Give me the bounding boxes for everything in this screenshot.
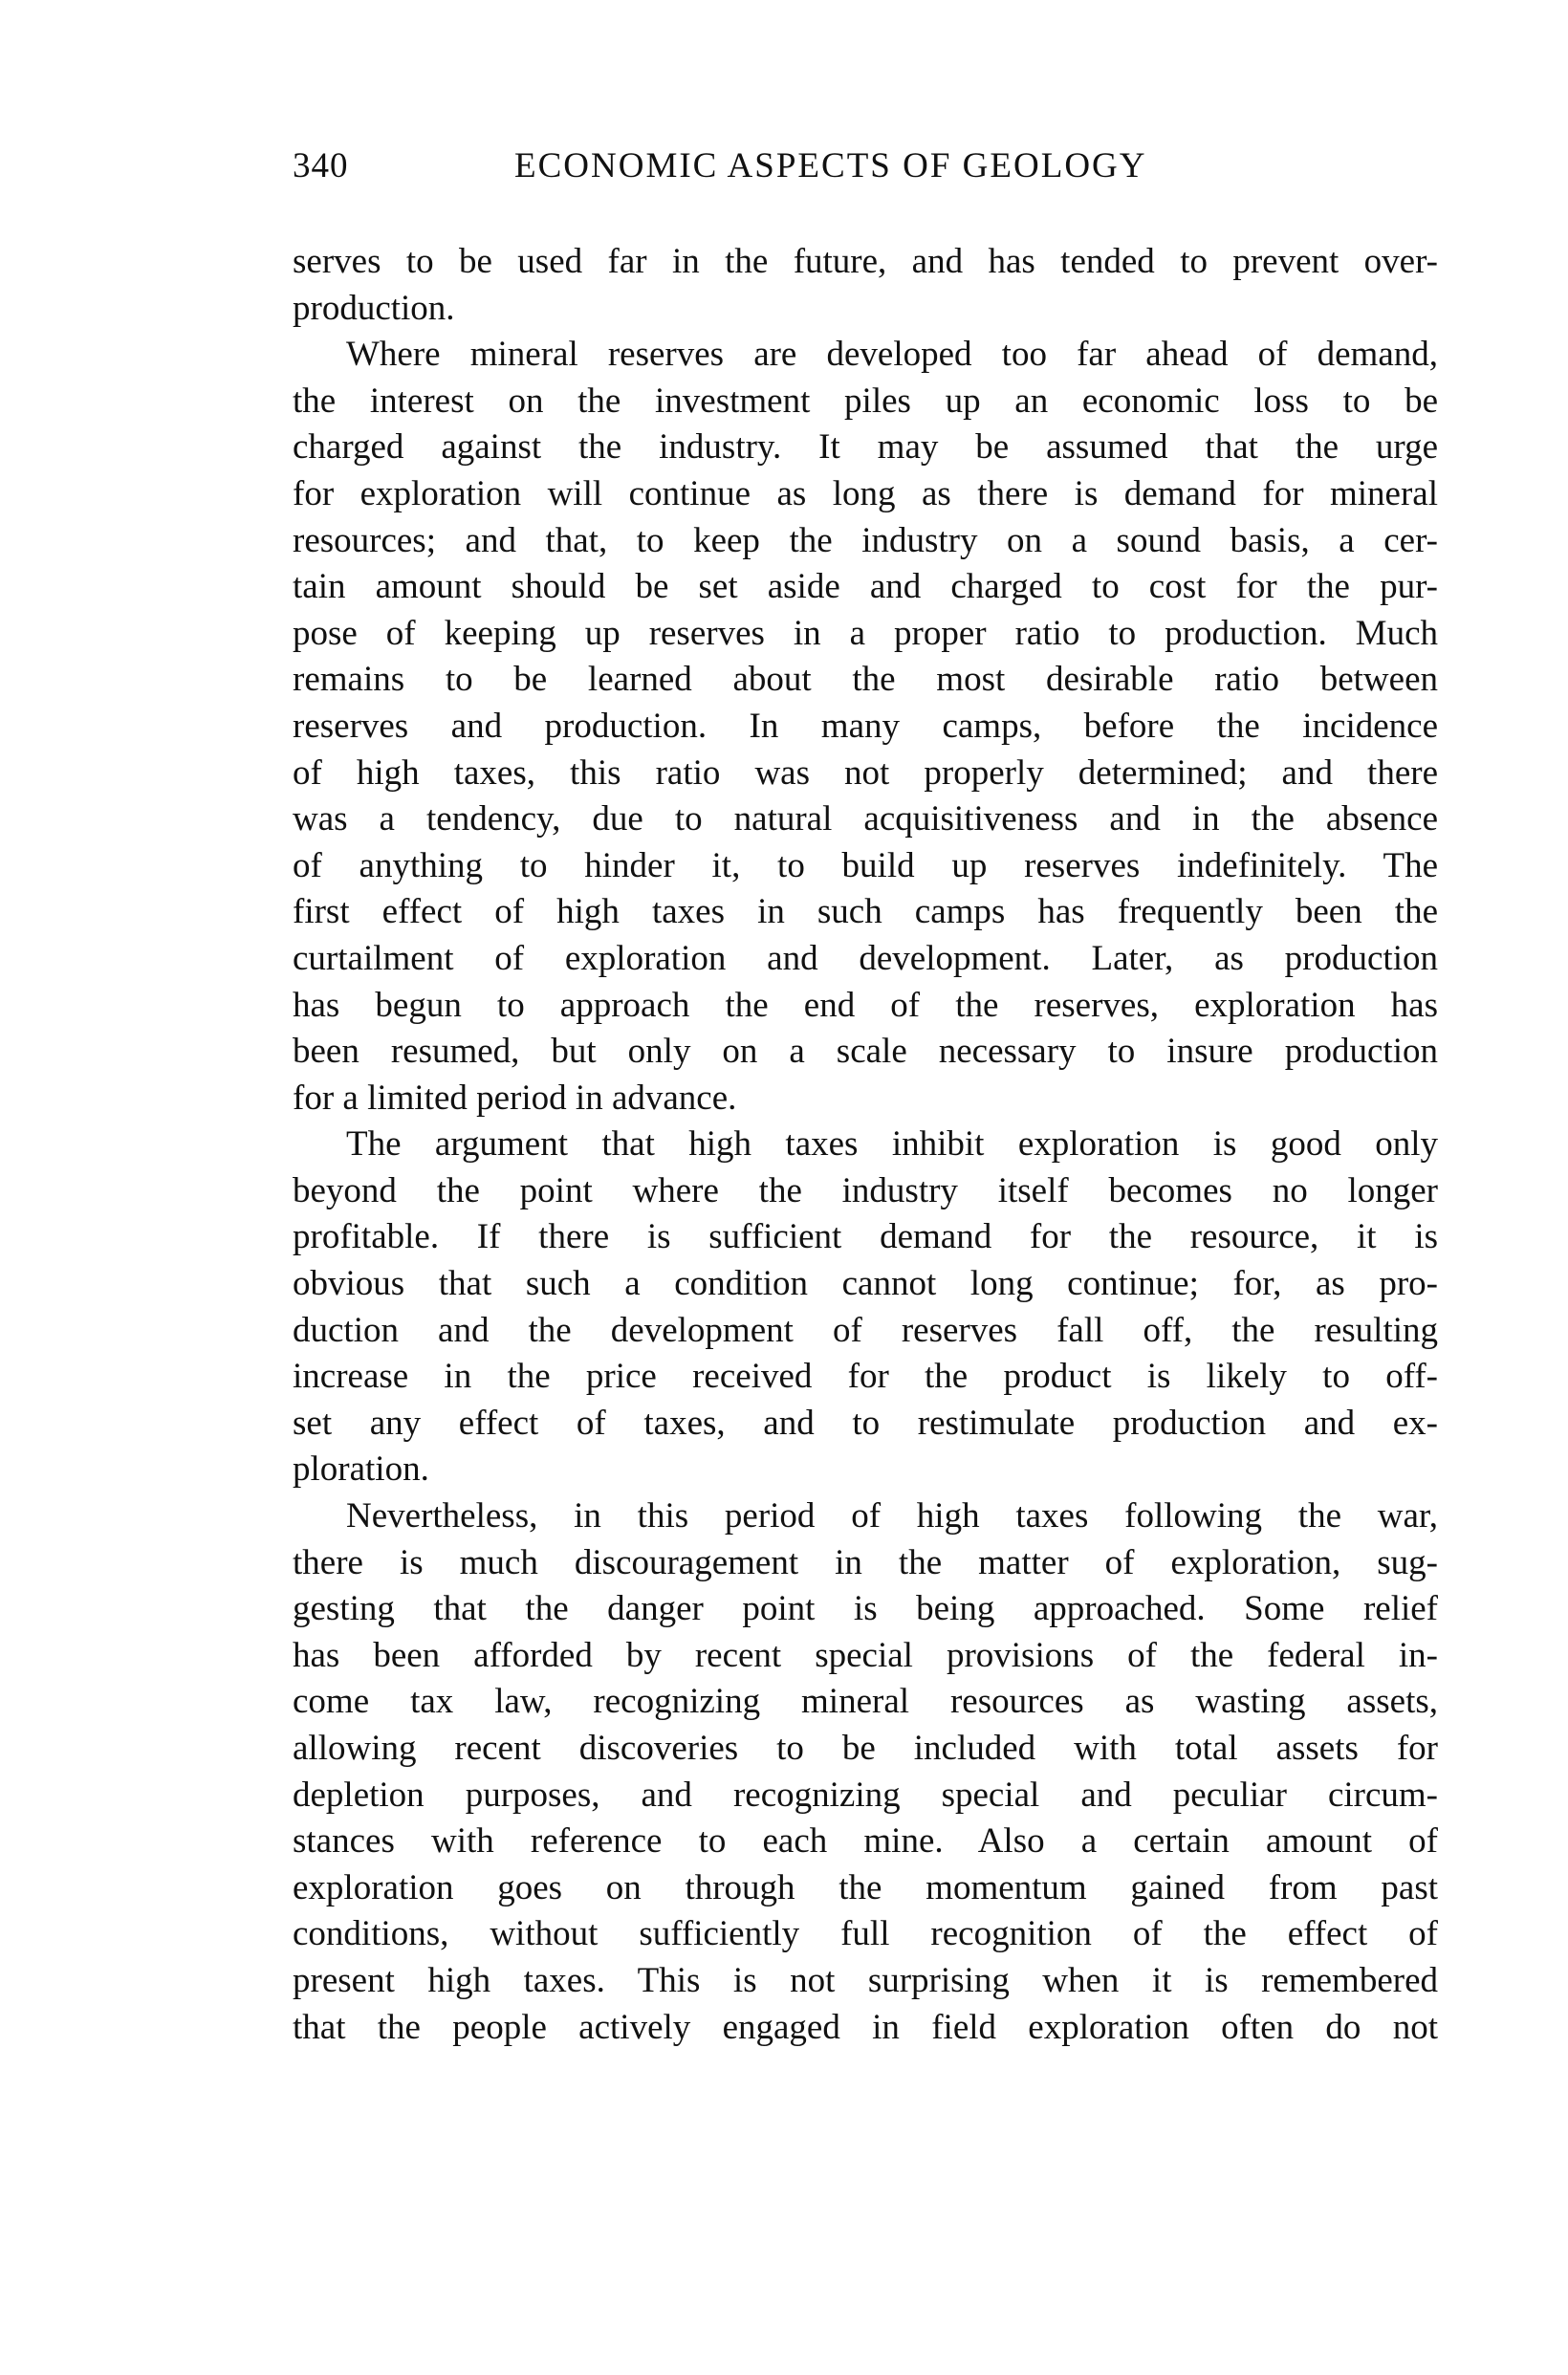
text-line: charged against the industry. It may be assumed that the urge bbox=[293, 427, 1438, 468]
text-line: serves to be used far in the future, and has tended to prevent over- bbox=[293, 242, 1438, 281]
page-number: 340 bbox=[293, 146, 349, 185]
text-line: profitable. If there is sufficient demand for the resource, it is bbox=[293, 1217, 1438, 1257]
paragraph bbox=[293, 332, 1438, 1122]
text-line: Nevertheless, in this period of high taxes following the war, bbox=[346, 1496, 1438, 1536]
text-line: for a limited period in advance. bbox=[293, 1078, 737, 1118]
text-line: production. bbox=[293, 288, 455, 328]
running-title: ECONOMIC ASPECTS OF GEOLOGY bbox=[514, 146, 1147, 185]
text-line: there is much discouragement in the matter of exploration, sug- bbox=[293, 1542, 1438, 1582]
text-line: Where mineral reserves are developed too far ahead of demand, bbox=[346, 335, 1438, 375]
running-head bbox=[293, 145, 1440, 193]
text-line: has begun to approach the end of the reserves, exploration has bbox=[293, 985, 1438, 1025]
paragraph bbox=[293, 1122, 1438, 1493]
text-line: that the people actively engaged in field exploration often do not bbox=[293, 2007, 1438, 2047]
text-line: obvious that such a condition cannot long continue; for, as pro- bbox=[293, 1264, 1438, 1304]
text-line: tain amount should be set aside and charged to cost for the pur- bbox=[293, 567, 1438, 607]
text-line: of high taxes, this ratio was not properly determined; and there bbox=[293, 752, 1438, 793]
text-line: The argument that high taxes inhibit exploration is good only bbox=[346, 1124, 1438, 1165]
text-line: pose of keeping up reserves in a proper ratio to production. Much bbox=[293, 613, 1438, 653]
text-line: first effect of high taxes in such camps has frequently been the bbox=[293, 892, 1438, 932]
text-line: increase in the price received for the product is likely to off- bbox=[293, 1357, 1438, 1397]
text-line: present high taxes. This is not surprising when it is remembered bbox=[293, 1960, 1438, 2000]
body-text bbox=[293, 239, 1438, 2051]
paragraph bbox=[293, 239, 1438, 332]
text-line: of anything to hinder it, to build up reserves indefinitely. The bbox=[293, 845, 1438, 885]
text-line: been resumed, but only on a scale necessary to insure production bbox=[293, 1032, 1438, 1072]
text-line: for exploration will continue as long as there is demand for mineral bbox=[293, 473, 1438, 513]
text-line: was a tendency, due to natural acquisitiveness and in the absence bbox=[293, 799, 1438, 839]
text-line: allowing recent discoveries to be included with total assets for bbox=[293, 1729, 1438, 1768]
text-line: the interest on the investment piles up an economic loss to be bbox=[293, 381, 1438, 421]
text-line: ploration. bbox=[293, 1449, 429, 1490]
text-line: set any effect of taxes, and to restimulate production and ex- bbox=[293, 1403, 1438, 1443]
text-line: duction and the development of reserves fall off, the resulting bbox=[293, 1310, 1438, 1350]
text-line: gesting that the danger point is being approached. Some relief bbox=[293, 1589, 1438, 1629]
text-line: exploration goes on through the momentum gained from past bbox=[293, 1867, 1438, 1907]
text-line: reserves and production. In many camps, before the incidence bbox=[293, 706, 1438, 746]
text-line: depletion purposes, and recognizing special and peculiar circum- bbox=[293, 1775, 1438, 1815]
text-line: beyond the point where the industry itself becomes no longer bbox=[293, 1170, 1438, 1210]
text-line: resources; and that, to keep the industry on a sound basis, a cer- bbox=[293, 520, 1438, 560]
text-line: remains to be learned about the most desirable ratio between bbox=[293, 660, 1438, 700]
text-line: curtailment of exploration and development. Later, as production bbox=[293, 938, 1438, 978]
paragraph bbox=[293, 1493, 1438, 2051]
text-line: conditions, without sufficiently full recognition of the effect of bbox=[293, 1914, 1438, 1954]
text-line: has been afforded by recent special provisions of the federal in- bbox=[293, 1635, 1438, 1675]
text-line: come tax law, recognizing mineral resources as wasting assets, bbox=[293, 1682, 1438, 1722]
text-line: stances with reference to each mine. Also a certain amount of bbox=[293, 1821, 1438, 1862]
